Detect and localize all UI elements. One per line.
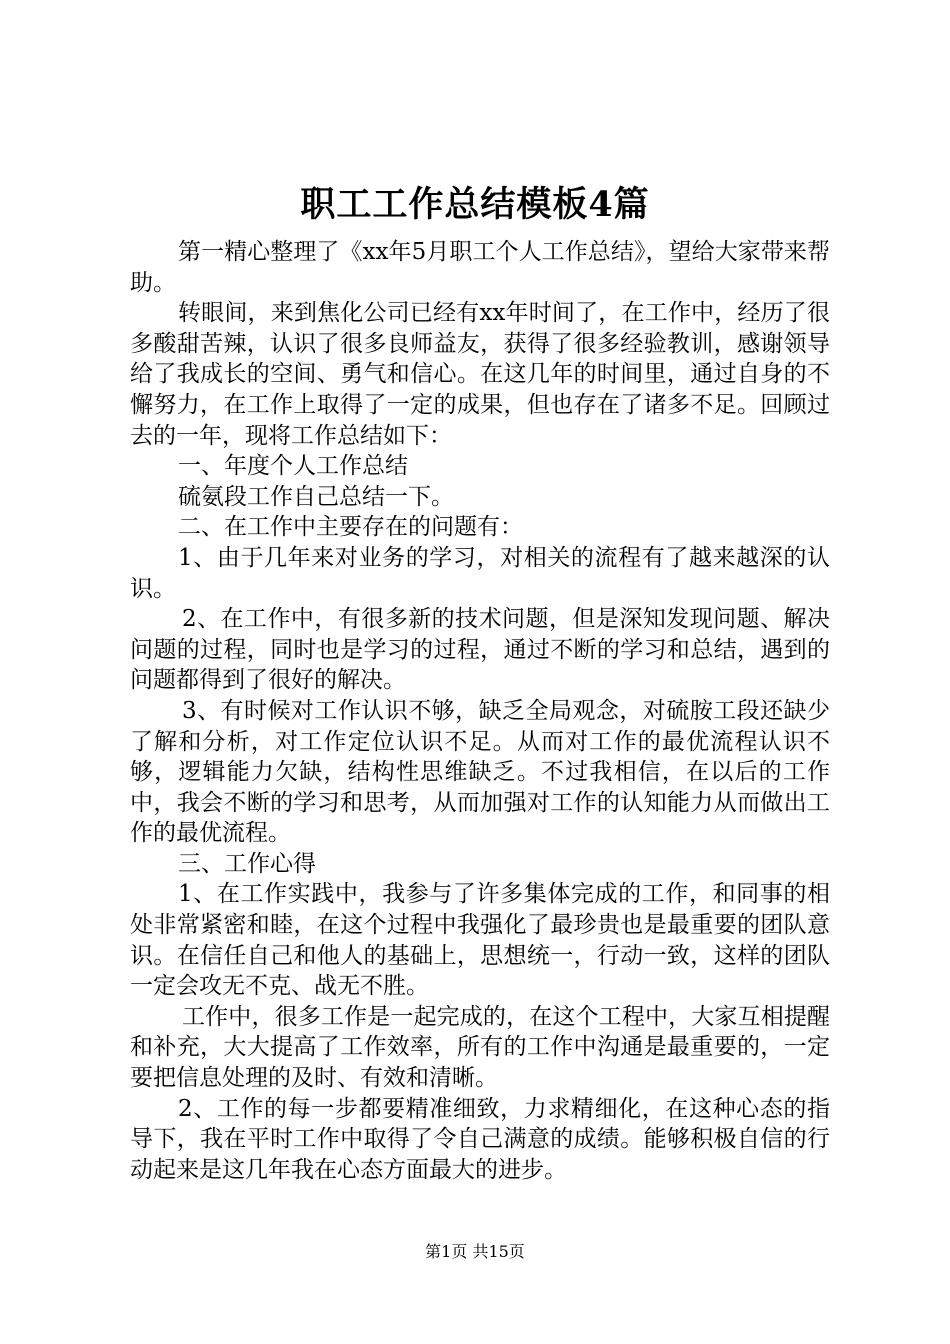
section-heading-annual-summary: 一、年度个人工作总结 [178,453,408,480]
paragraph-experience-1: 1、在工作实践中，我参与了许多集体完成的工作，和同事的相处非常紧密和睦，在这个过程中我强化了最珍贵也是最重要的团队意识。在信任自己和他人的基础上，思想统一，行动一致，这样的团队一定会攻无不克、战无不胜。 [130,881,830,1000]
paragraph-problem-1: 1、由于几年来对业务的学习，对相关的流程有了越来越深的认识。 [130,544,830,602]
paragraph-experience-teamwork: 工作中，很多工作是一起完成的，在这个工程中，大家互相提醒和补充，大大提高了工作效率，所有的工作中沟通是最重要的，一定要把信息处理的及时、有效和清晰。 [130,1003,830,1092]
paragraph-experience-2: 2、工作的每一步都要精准细致，力求精细化，在这种心态的指导下，我在平时工作中取得了令自己满意的成绩。能够积极自信的行动起来是这几年我在心态方面最大的进步。 [130,1095,830,1183]
paragraph-summary-note: 硫氨段工作自己总结一下。 [178,483,454,510]
paragraph-intro: 第一精心整理了《xx年5月职工个人工作总结》，望给大家带来帮助。 [130,239,830,296]
page-number-footer: 第1页 共15页 [425,1242,525,1261]
document-title: 职工工作总结模板4篇 [300,184,650,225]
paragraph-problem-2: 2、在工作中，有很多新的技术问题，但是深知发现问题、解决问题的过程，同时也是学习的过程，通过不断的学习和总结，遇到的问题都得到了很好的解决。 [130,606,830,694]
section-heading-experience: 三、工作心得 [178,850,316,877]
paragraph-preface: 转眼间，来到焦化公司已经有xx年时间了，在工作中，经历了很多酸甜苦辣，认识了很多良师益友，获得了很多经验教训，感谢领导给了我成长的空间、勇气和信心。在这几年的时间里，通过自身的不懈努力，在工作上取得了一定的成果，但也存在了诸多不足。回顾过去的一年，现将工作总结如下： [130,300,830,449]
section-heading-problems: 二、在工作中主要存在的问题有： [178,514,523,541]
paragraph-problem-3: 3、有时候对工作认识不够，缺乏全局观念，对硫胺工段还缺少了解和分析，对工作定位认识不足。从而对工作的最优流程认识不够，逻辑能力欠缺，结构性思维缺乏。不过我相信，在以后的工作中，我会不断的学习和思考，从而加强对工作的认知能力从而做出工作的最优流程。 [130,697,830,847]
document-body [130,237,830,1185]
